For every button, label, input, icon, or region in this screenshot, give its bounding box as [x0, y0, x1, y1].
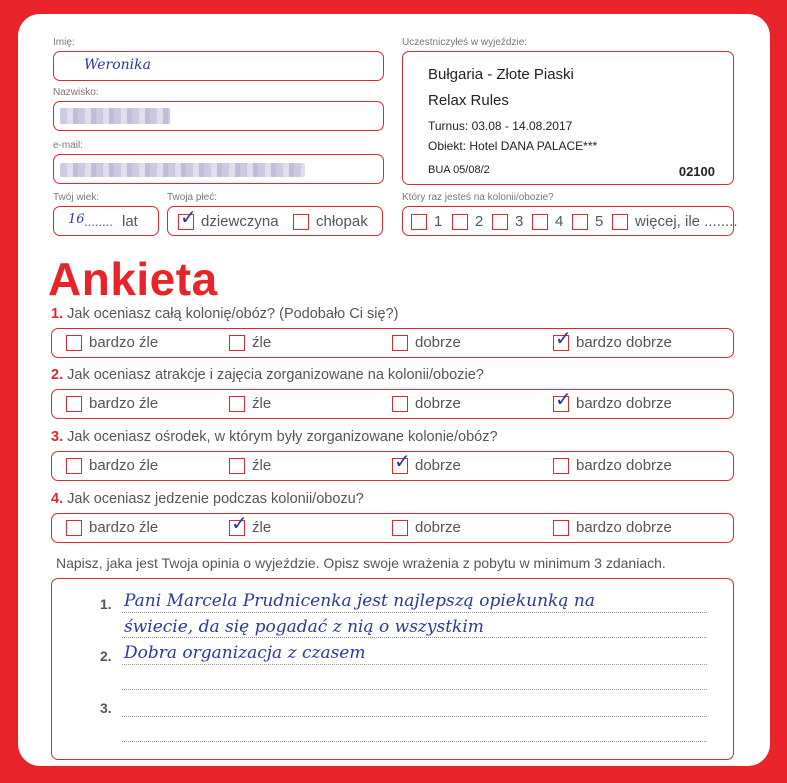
opinion-rule: [122, 637, 707, 638]
opinion-box[interactable]: [51, 578, 734, 760]
opinion-num-1: 1.: [100, 596, 112, 612]
trip-info-box: [402, 51, 734, 185]
rating-checkbox[interactable]: [392, 449, 411, 474]
rating-row-4: [51, 513, 734, 543]
check-mark-icon: ✓: [555, 326, 572, 351]
rating-checkbox[interactable]: [392, 520, 408, 536]
age-dots: ........: [84, 214, 113, 229]
rating-checkbox[interactable]: [229, 335, 245, 351]
rating-checkbox[interactable]: [66, 396, 82, 412]
times-option-1[interactable]: 1: [411, 213, 442, 230]
times-option-more[interactable]: więcej, ile ........: [612, 213, 738, 230]
email-label: e-mail:: [53, 140, 84, 151]
gender-option-girl[interactable]: ✓ dziewczyna: [180, 205, 279, 230]
rating-option-bad[interactable]: źle: [229, 457, 271, 474]
trip-program: Relax Rules: [428, 92, 509, 109]
times-field: [402, 206, 738, 236]
redacted-email: [60, 163, 305, 177]
name-field[interactable]: [53, 51, 384, 81]
rating-option-very-bad[interactable]: bardzo źle: [66, 334, 158, 351]
opinion-rule: [122, 716, 707, 717]
opinion-line-1: Pani Marcela Prudnicenka jest najlepszą opiekunką na: [124, 591, 595, 611]
question-number: 2.: [51, 367, 64, 383]
rating-option-very-bad[interactable]: bardzo źle: [66, 457, 158, 474]
gender-label: Twoja płeć:: [167, 192, 218, 203]
trip-label: Uczestniczyłeś w wyjeździe:: [402, 37, 528, 48]
check-mark-icon: ✓: [555, 387, 572, 412]
check-mark-icon: ✓: [394, 449, 411, 474]
opinion-line-2: świecie, da się pogadać z nią o wszystkim: [124, 617, 484, 637]
age-unit: lat: [122, 213, 138, 230]
rating-option-very-good[interactable]: ✓ bardzo dobrze: [555, 326, 672, 351]
redacted-surname: [60, 108, 170, 124]
trip-obiekt: Obiekt: Hotel DANA PALACE***: [428, 139, 598, 153]
rating-option-bad[interactable]: źle: [229, 395, 271, 412]
age-label: Twój wiek:: [53, 192, 100, 203]
opinion-prompt: Napisz, jaka jest Twoja opinia o wyjeździe. Opisz swoje wrażenia z pobytu w minimum 3 zdaniach.: [56, 555, 666, 571]
question-1: [51, 306, 398, 322]
check-mark-icon: ✓: [180, 205, 197, 230]
rating-option-very-good[interactable]: bardzo dobrze: [553, 457, 672, 474]
name-value: Weronika: [84, 57, 151, 73]
age-value: 16: [68, 212, 85, 227]
girl-checkbox[interactable]: [178, 205, 197, 230]
rating-checkbox[interactable]: [392, 335, 408, 351]
question-text: Jak oceniasz atrakcje i zajęcia zorganizowane na kolonii/obozie?: [67, 367, 484, 383]
rating-checkbox[interactable]: [66, 458, 82, 474]
question-3: [51, 429, 498, 445]
question-text: Jak oceniasz całą kolonię/obóz? (Podobało Ci się?): [67, 306, 399, 322]
opinion-rule: [122, 741, 707, 742]
times-2-checkbox[interactable]: [452, 214, 468, 230]
rating-row-2: [51, 389, 734, 419]
question-text: Jak oceniasz jedzenie podczas kolonii/obozu?: [67, 491, 364, 507]
rating-option-good[interactable]: dobrze: [392, 519, 461, 536]
rating-option-good[interactable]: dobrze: [392, 395, 461, 412]
rating-option-very-good[interactable]: ✓ bardzo dobrze: [555, 387, 672, 412]
question-number: 4.: [51, 491, 64, 507]
trip-code: BUA 05/08/2: [428, 164, 490, 176]
rating-option-very-good[interactable]: bardzo dobrze: [553, 519, 672, 536]
email-field[interactable]: [53, 154, 384, 184]
question-number: 1.: [51, 306, 64, 322]
opinion-rule: [122, 689, 707, 690]
opinion-line-3: Dobra organizacja z czasem: [124, 643, 366, 663]
surname-label: Nazwisko:: [53, 87, 99, 98]
rating-option-good[interactable]: ✓ dobrze: [394, 449, 461, 474]
times-more-checkbox[interactable]: [612, 214, 628, 230]
gender-option-boy[interactable]: chłopak: [293, 213, 368, 230]
question-number: 3.: [51, 429, 64, 445]
times-label: Który raz jesteś na kolonii/obozie?: [402, 192, 554, 203]
times-3-checkbox[interactable]: [492, 214, 508, 230]
rating-checkbox[interactable]: [66, 335, 82, 351]
times-option-2[interactable]: 2: [452, 213, 483, 230]
rating-checkbox[interactable]: [229, 511, 248, 536]
rating-checkbox[interactable]: [553, 520, 569, 536]
name-label: Imię:: [53, 37, 75, 48]
rating-checkbox[interactable]: [229, 396, 245, 412]
times-4-checkbox[interactable]: [532, 214, 548, 230]
surname-field[interactable]: [53, 101, 384, 131]
trip-turnus: Turnus: 03.08 - 14.08.2017: [428, 119, 573, 133]
rating-option-very-bad[interactable]: bardzo źle: [66, 519, 158, 536]
question-text: Jak oceniasz ośrodek, w którym były zorganizowane kolonie/obóz?: [67, 429, 498, 445]
rating-option-good[interactable]: dobrze: [392, 334, 461, 351]
check-mark-icon: ✓: [231, 511, 248, 536]
times-option-5[interactable]: 5: [572, 213, 603, 230]
rating-checkbox[interactable]: [66, 520, 82, 536]
gender-field: [167, 206, 383, 236]
question-4: [51, 491, 364, 507]
opinion-rule: [122, 664, 707, 665]
question-2: [51, 367, 484, 383]
opinion-rule: [122, 612, 707, 613]
rating-row-3: [51, 451, 734, 481]
rating-option-bad[interactable]: źle: [229, 334, 271, 351]
rating-checkbox[interactable]: [392, 396, 408, 412]
survey-sheet: [18, 14, 770, 766]
age-field[interactable]: [53, 206, 159, 236]
rating-checkbox[interactable]: [553, 387, 572, 412]
opinion-num-2: 2.: [100, 648, 112, 664]
rating-option-bad[interactable]: ✓ źle: [231, 511, 272, 536]
rating-checkbox[interactable]: [229, 458, 245, 474]
rating-checkbox[interactable]: [553, 326, 572, 351]
survey-title: Ankieta: [48, 253, 218, 305]
times-5-checkbox[interactable]: [572, 214, 588, 230]
times-1-checkbox[interactable]: [411, 214, 427, 230]
times-option-4[interactable]: 4: [532, 213, 563, 230]
rating-row-1: [51, 328, 734, 358]
opinion-num-3: 3.: [100, 700, 112, 716]
trip-destination: Bułgaria - Złote Piaski: [428, 66, 574, 83]
times-option-3[interactable]: 3: [492, 213, 523, 230]
rating-checkbox[interactable]: [553, 458, 569, 474]
boy-checkbox[interactable]: [293, 214, 309, 230]
rating-option-very-bad[interactable]: bardzo źle: [66, 395, 158, 412]
trip-number: 02100: [678, 164, 715, 179]
